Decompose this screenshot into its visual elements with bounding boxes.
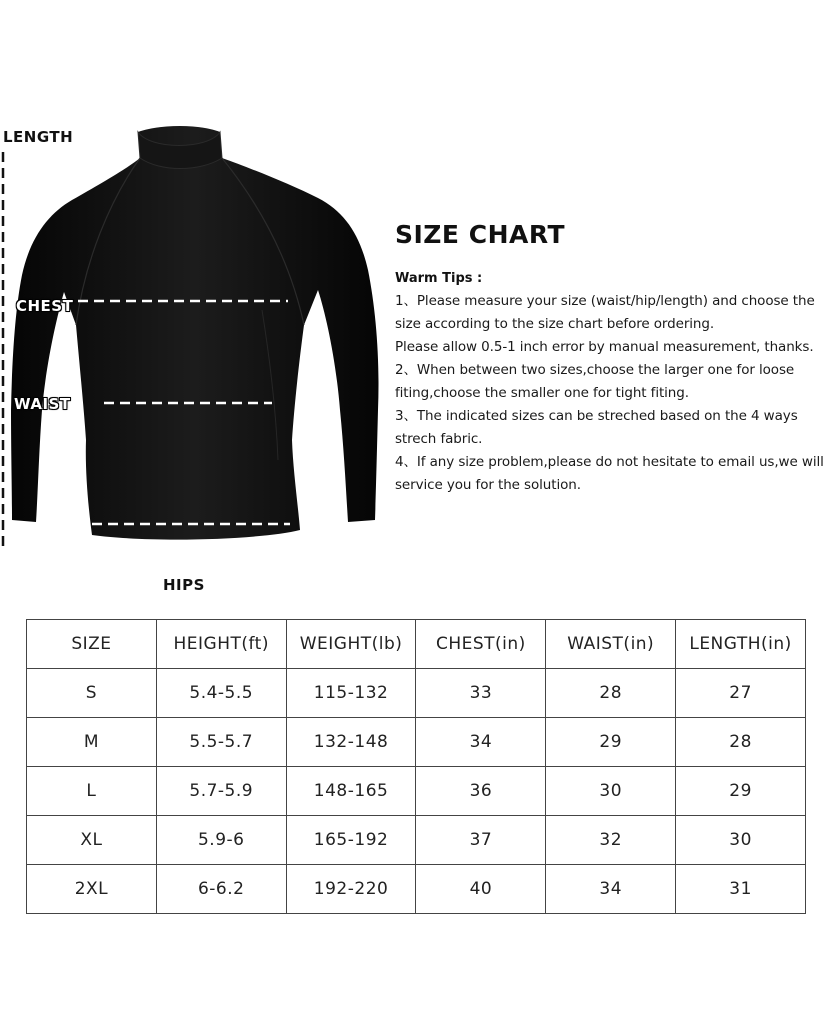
warm-tips-heading: Warm Tips :: [395, 271, 483, 286]
header-height: HEIGHT(ft): [156, 620, 286, 669]
table-row: [27, 865, 806, 914]
cell-waist: 29: [546, 718, 676, 767]
cell-chest: 34: [416, 718, 546, 767]
table-header-row: [27, 620, 806, 669]
cell-size: M: [27, 718, 157, 767]
cell-length: 30: [676, 816, 806, 865]
header-waist: WAIST(in): [546, 620, 676, 669]
cell-weight: 165-192: [286, 816, 416, 865]
cell-height: 5.9-6: [156, 816, 286, 865]
cell-size: L: [27, 767, 157, 816]
shirt-illustration: [0, 110, 390, 610]
garment-figure: [0, 110, 390, 610]
cell-waist: 28: [546, 669, 676, 718]
cell-height: 5.7-5.9: [156, 767, 286, 816]
tip-1: 1、Please measure your size (waist/hip/length) and choose the size according to the size chart before ordering.: [395, 293, 815, 332]
cell-chest: 37: [416, 816, 546, 865]
cell-length: 28: [676, 718, 806, 767]
chest-label: CHEST: [16, 297, 74, 315]
tip-4: 4、If any size problem,please do not hesitate to email us,we will service you for the solution.: [395, 454, 824, 493]
cell-chest: 40: [416, 865, 546, 914]
header-weight: WEIGHT(lb): [286, 620, 416, 669]
table-row: [27, 718, 806, 767]
tip-1-note: Please allow 0.5-1 inch error by manual measurement, thanks.: [395, 339, 814, 355]
size-chart-info: [395, 220, 825, 497]
size-table: [26, 619, 806, 914]
cell-length: 31: [676, 865, 806, 914]
header-chest: CHEST(in): [416, 620, 546, 669]
cell-waist: 30: [546, 767, 676, 816]
cell-weight: 115-132: [286, 669, 416, 718]
table-row: [27, 669, 806, 718]
cell-weight: 132-148: [286, 718, 416, 767]
length-label: LENGTH: [3, 128, 74, 146]
cell-height: 5.4-5.5: [156, 669, 286, 718]
cell-weight: 148-165: [286, 767, 416, 816]
waist-label: WAIST: [14, 395, 71, 413]
cell-waist: 34: [546, 865, 676, 914]
cell-length: 29: [676, 767, 806, 816]
cell-chest: 36: [416, 767, 546, 816]
cell-chest: 33: [416, 669, 546, 718]
tip-3: 3、The indicated sizes can be streched based on the 4 ways strech fabric.: [395, 408, 798, 447]
cell-weight: 192-220: [286, 865, 416, 914]
cell-height: 5.5-5.7: [156, 718, 286, 767]
header-length: LENGTH(in): [676, 620, 806, 669]
tip-2: 2、When between two sizes,choose the larger one for loose fiting,choose the smaller one for tight fiting.: [395, 362, 795, 401]
size-chart-title: SIZE CHART: [395, 220, 566, 249]
header-size: SIZE: [27, 620, 157, 669]
cell-size: S: [27, 669, 157, 718]
cell-height: 6-6.2: [156, 865, 286, 914]
hips-label: HIPS: [163, 576, 205, 594]
table-row: [27, 816, 806, 865]
cell-size: XL: [27, 816, 157, 865]
shirt-body: [11, 126, 379, 540]
cell-waist: 32: [546, 816, 676, 865]
cell-size: 2XL: [27, 865, 157, 914]
cell-length: 27: [676, 669, 806, 718]
table-row: [27, 767, 806, 816]
